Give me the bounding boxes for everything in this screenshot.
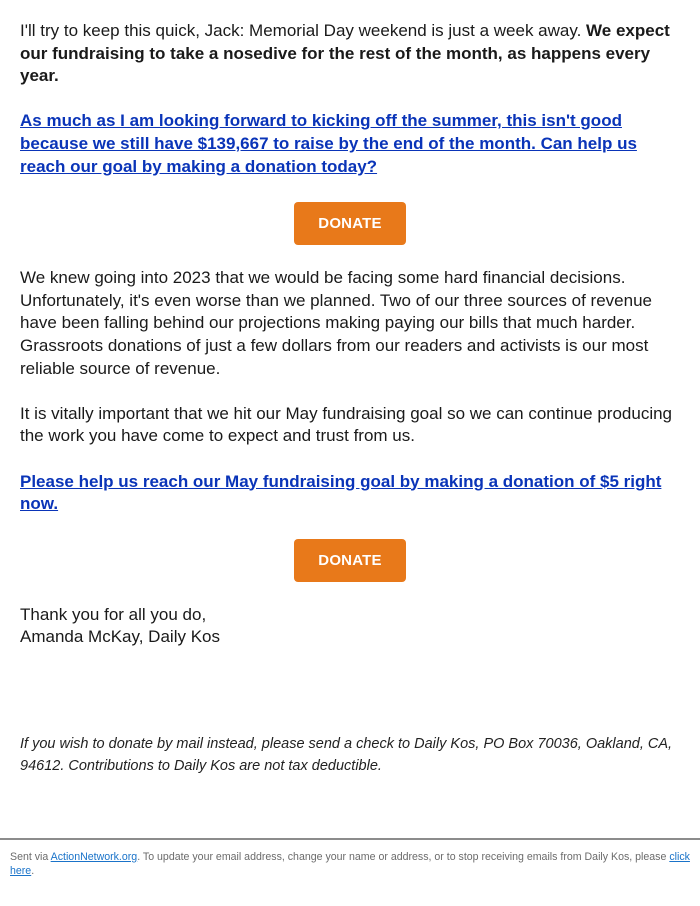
email-body	[20, 20, 680, 777]
donation-appeal-link-1[interactable]: As much as I am looking forward to kicking off the summer, this isn't good because we still have $139,667 to raise by the end of the month. Can help us reach our goal by making a donation today?	[20, 111, 637, 176]
footer-prefix: Sent via	[10, 851, 51, 863]
actionnetwork-link[interactable]: ActionNetwork.org	[50, 851, 138, 863]
mail-donation-note: If you wish to donate by mail instead, please send a check to Daily Kos, PO Box 70036, Oakland, CA, 94612. Contributions to Daily Kos are not tax deductible.	[20, 735, 673, 774]
intro-bold-text: We expect our fundraising to take a nosedive for the rest of the month, as happens every year.	[20, 21, 670, 86]
may-goal-paragraph: It is vitally important that we hit our May fundraising goal so we can continue producing the work you have come to expect and trust from us.	[20, 403, 673, 446]
donate-button-row-2	[20, 539, 680, 582]
intro-paragraph	[20, 20, 680, 88]
financial-paragraph: We knew going into 2023 that we would be facing some hard financial decisions. Unfortunately, it's even worse than we planned. Two of our three sources of revenue have been falling behind our projections making paying our bills that much harder. Grassroots donations of just a few dollars from our readers and activists is our most reliable source of revenue.	[20, 268, 652, 378]
footer-text	[10, 851, 690, 878]
signoff-line-2: Amanda McKay, Daily Kos	[20, 627, 220, 647]
footer-middle: . To update your email address, change your name or address, or to stop receiving emails from Daily Kos, please	[137, 851, 670, 863]
donate-button-row-1	[20, 202, 680, 245]
donate-button-2[interactable]: DONATE	[294, 539, 406, 582]
donate-button-1[interactable]: DONATE	[294, 202, 406, 245]
email-footer	[0, 838, 700, 878]
footer-suffix: .	[31, 864, 35, 877]
appeal-paragraph-1	[20, 110, 680, 178]
donation-appeal-link-2[interactable]: Please help us reach our May fundraising goal by making a donation of $5 right now.	[20, 471, 662, 514]
signoff-line-1: Thank you for all you do,	[20, 604, 207, 624]
intro-text: I'll try to keep this quick, Jack: Memorial Day weekend is just a week away.	[20, 21, 587, 40]
appeal-paragraph-2	[20, 471, 680, 516]
click-here-link[interactable]: click here	[10, 851, 690, 877]
